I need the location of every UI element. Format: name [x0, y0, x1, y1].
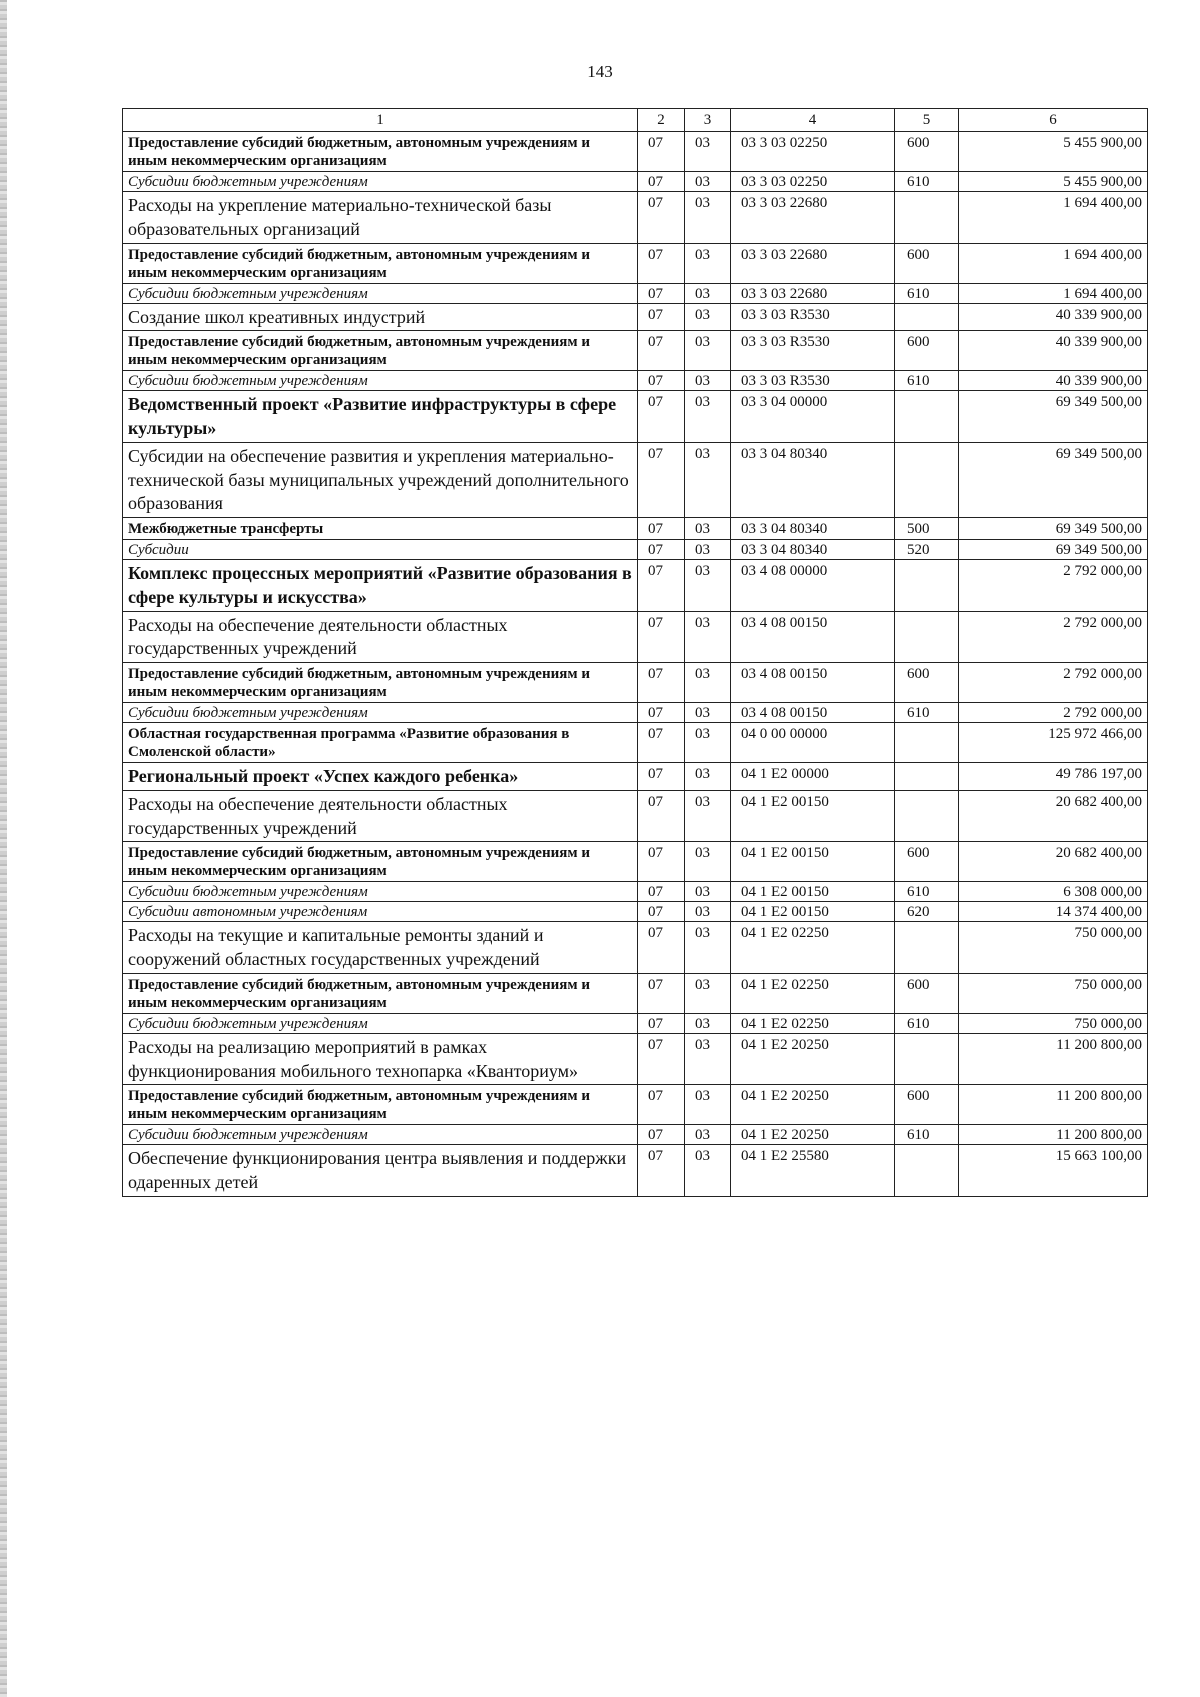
expense-type-code: 610 [895, 703, 959, 723]
section-code: 07 [638, 663, 685, 703]
section-code: 07 [638, 902, 685, 922]
amount-value: 49 786 197,00 [959, 763, 1148, 791]
item-name: Расходы на обеспечение деятельности областных государственных учреждений [123, 611, 638, 663]
column-header-2: 2 [638, 109, 685, 132]
amount-value: 40 339 900,00 [959, 331, 1148, 371]
expense-type-code [895, 192, 959, 244]
expense-type-code: 600 [895, 1085, 959, 1125]
target-article-code: 03 3 03 22680 [731, 283, 895, 303]
item-name: Обеспечение функционирования центра выявления и поддержки одаренных детей [123, 1145, 638, 1197]
table-row [123, 882, 1148, 902]
section-code: 07 [638, 1033, 685, 1085]
table-row [123, 192, 1148, 244]
target-article-code: 03 4 08 00150 [731, 611, 895, 663]
table-row [123, 1145, 1148, 1197]
subsection-code: 03 [685, 192, 731, 244]
scan-edge-shadow [0, 0, 7, 1697]
expense-type-code [895, 922, 959, 974]
expense-type-code [895, 1033, 959, 1085]
table-row [123, 371, 1148, 391]
target-article-code: 03 4 08 00150 [731, 663, 895, 703]
table-row [123, 723, 1148, 763]
item-name: Предоставление субсидий бюджетным, автономным учреждениям и иным некоммерческим организациям [123, 1085, 638, 1125]
expense-type-code [895, 1145, 959, 1197]
subsection-code: 03 [685, 331, 731, 371]
subsection-code: 03 [685, 842, 731, 882]
amount-value: 750 000,00 [959, 1013, 1148, 1033]
expense-type-code: 600 [895, 132, 959, 172]
subsection-code: 03 [685, 703, 731, 723]
table-row [123, 540, 1148, 560]
column-header-4: 4 [731, 109, 895, 132]
subsection-code: 03 [685, 540, 731, 560]
subsection-code: 03 [685, 283, 731, 303]
section-code: 07 [638, 922, 685, 974]
item-name: Субсидии [123, 540, 638, 560]
table-row [123, 1125, 1148, 1145]
amount-value: 2 792 000,00 [959, 611, 1148, 663]
table-row [123, 842, 1148, 882]
expense-type-code [895, 723, 959, 763]
target-article-code: 03 3 03 02250 [731, 132, 895, 172]
expense-type-code: 610 [895, 1125, 959, 1145]
subsection-code: 03 [685, 243, 731, 283]
target-article-code: 03 3 03 R3530 [731, 331, 895, 371]
target-article-code: 04 1 E2 02250 [731, 1013, 895, 1033]
table-row [123, 611, 1148, 663]
expense-type-code [895, 611, 959, 663]
target-article-code: 04 1 E2 02250 [731, 922, 895, 974]
amount-value: 1 694 400,00 [959, 192, 1148, 244]
subsection-code: 03 [685, 303, 731, 331]
subsection-code: 03 [685, 611, 731, 663]
section-code: 07 [638, 763, 685, 791]
table-row [123, 1085, 1148, 1125]
section-code: 07 [638, 303, 685, 331]
expense-type-code: 600 [895, 663, 959, 703]
section-code: 07 [638, 243, 685, 283]
expense-type-code: 610 [895, 172, 959, 192]
expense-type-code [895, 560, 959, 612]
item-name: Субсидии бюджетным учреждениям [123, 172, 638, 192]
item-name: Предоставление субсидий бюджетным, автономным учреждениям и иным некоммерческим организациям [123, 842, 638, 882]
item-name: Расходы на обеспечение деятельности областных государственных учреждений [123, 790, 638, 842]
subsection-code: 03 [685, 1085, 731, 1125]
subsection-code: 03 [685, 922, 731, 974]
section-code: 07 [638, 1145, 685, 1197]
amount-value: 14 374 400,00 [959, 902, 1148, 922]
amount-value: 11 200 800,00 [959, 1085, 1148, 1125]
item-name: Субсидии бюджетным учреждениям [123, 283, 638, 303]
table-row [123, 1013, 1148, 1033]
target-article-code: 03 3 03 02250 [731, 172, 895, 192]
table-body [123, 109, 1148, 1197]
subsection-code: 03 [685, 560, 731, 612]
subsection-code: 03 [685, 790, 731, 842]
item-name: Предоставление субсидий бюджетным, автономным учреждениям и иным некоммерческим организациям [123, 243, 638, 283]
amount-value: 5 455 900,00 [959, 132, 1148, 172]
target-article-code: 03 3 04 00000 [731, 391, 895, 443]
table-row [123, 973, 1148, 1013]
amount-value: 1 694 400,00 [959, 283, 1148, 303]
item-name: Предоставление субсидий бюджетным, автономным учреждениям и иным некоммерческим организациям [123, 132, 638, 172]
table-row [123, 703, 1148, 723]
column-header-1: 1 [123, 109, 638, 132]
subsection-code: 03 [685, 902, 731, 922]
expense-type-code: 500 [895, 518, 959, 540]
section-code: 07 [638, 371, 685, 391]
amount-value: 1 694 400,00 [959, 243, 1148, 283]
target-article-code: 04 1 E2 00000 [731, 763, 895, 791]
section-code: 07 [638, 723, 685, 763]
table-row [123, 132, 1148, 172]
subsection-code: 03 [685, 132, 731, 172]
table-row [123, 902, 1148, 922]
subsection-code: 03 [685, 882, 731, 902]
amount-value: 69 349 500,00 [959, 442, 1148, 517]
item-name: Расходы на реализацию мероприятий в рамках функционирования мобильного технопарка «Кванториум» [123, 1033, 638, 1085]
item-name: Субсидии бюджетным учреждениям [123, 882, 638, 902]
section-code: 07 [638, 1085, 685, 1125]
amount-value: 2 792 000,00 [959, 663, 1148, 703]
subsection-code: 03 [685, 973, 731, 1013]
target-article-code: 03 3 04 80340 [731, 518, 895, 540]
subsection-code: 03 [685, 1033, 731, 1085]
target-article-code: 03 4 08 00000 [731, 560, 895, 612]
amount-value: 2 792 000,00 [959, 703, 1148, 723]
table-row [123, 243, 1148, 283]
target-article-code: 04 0 00 00000 [731, 723, 895, 763]
table-row [123, 790, 1148, 842]
item-name: Ведомственный проект «Развитие инфраструктуры в сфере культуры» [123, 391, 638, 443]
target-article-code: 03 3 03 22680 [731, 192, 895, 244]
budget-table [122, 108, 1148, 1197]
section-code: 07 [638, 172, 685, 192]
amount-value: 750 000,00 [959, 922, 1148, 974]
amount-value: 20 682 400,00 [959, 842, 1148, 882]
item-name: Субсидии бюджетным учреждениям [123, 1125, 638, 1145]
target-article-code: 04 1 E2 00150 [731, 842, 895, 882]
subsection-code: 03 [685, 371, 731, 391]
amount-value: 11 200 800,00 [959, 1125, 1148, 1145]
amount-value: 20 682 400,00 [959, 790, 1148, 842]
subsection-code: 03 [685, 1145, 731, 1197]
column-header-row [123, 109, 1148, 132]
section-code: 07 [638, 882, 685, 902]
amount-value: 11 200 800,00 [959, 1033, 1148, 1085]
table-row [123, 283, 1148, 303]
table-row [123, 763, 1148, 791]
section-code: 07 [638, 611, 685, 663]
amount-value: 750 000,00 [959, 973, 1148, 1013]
subsection-code: 03 [685, 518, 731, 540]
section-code: 07 [638, 391, 685, 443]
expense-type-code: 600 [895, 331, 959, 371]
amount-value: 6 308 000,00 [959, 882, 1148, 902]
item-name: Расходы на текущие и капитальные ремонты зданий и сооружений областных государственных учреждений [123, 922, 638, 974]
amount-value: 69 349 500,00 [959, 391, 1148, 443]
table-row [123, 663, 1148, 703]
amount-value: 15 663 100,00 [959, 1145, 1148, 1197]
amount-value: 125 972 466,00 [959, 723, 1148, 763]
target-article-code: 04 1 E2 25580 [731, 1145, 895, 1197]
section-code: 07 [638, 1013, 685, 1033]
column-header-5: 5 [895, 109, 959, 132]
section-code: 07 [638, 442, 685, 517]
expense-type-code [895, 391, 959, 443]
page-number: 143 [587, 62, 613, 81]
subsection-code: 03 [685, 763, 731, 791]
expense-type-code [895, 790, 959, 842]
table-row [123, 922, 1148, 974]
expense-type-code: 610 [895, 283, 959, 303]
section-code: 07 [638, 283, 685, 303]
column-header-6: 6 [959, 109, 1148, 132]
item-name: Субсидии автономным учреждениям [123, 902, 638, 922]
section-code: 07 [638, 973, 685, 1013]
table-row [123, 303, 1148, 331]
item-name: Расходы на укрепление материально-технической базы образовательных организаций [123, 192, 638, 244]
item-name: Предоставление субсидий бюджетным, автономным учреждениям и иным некоммерческим организациям [123, 331, 638, 371]
subsection-code: 03 [685, 442, 731, 517]
table-row [123, 560, 1148, 612]
amount-value: 40 339 900,00 [959, 303, 1148, 331]
expense-type-code: 600 [895, 243, 959, 283]
expense-type-code: 610 [895, 1013, 959, 1033]
item-name: Субсидии бюджетным учреждениям [123, 1013, 638, 1033]
target-article-code: 03 3 03 R3530 [731, 303, 895, 331]
section-code: 07 [638, 192, 685, 244]
column-header-3: 3 [685, 109, 731, 132]
target-article-code: 04 1 E2 02250 [731, 973, 895, 1013]
amount-value: 69 349 500,00 [959, 518, 1148, 540]
section-code: 07 [638, 331, 685, 371]
section-code: 07 [638, 842, 685, 882]
amount-value: 69 349 500,00 [959, 540, 1148, 560]
subsection-code: 03 [685, 1125, 731, 1145]
item-name: Предоставление субсидий бюджетным, автономным учреждениям и иным некоммерческим организациям [123, 973, 638, 1013]
target-article-code: 04 1 E2 00150 [731, 882, 895, 902]
subsection-code: 03 [685, 723, 731, 763]
item-name: Региональный проект «Успех каждого ребенка» [123, 763, 638, 791]
section-code: 07 [638, 132, 685, 172]
expense-type-code: 520 [895, 540, 959, 560]
item-name: Создание школ креативных индустрий [123, 303, 638, 331]
expense-type-code [895, 763, 959, 791]
item-name: Предоставление субсидий бюджетным, автономным учреждениям и иным некоммерческим организациям [123, 663, 638, 703]
target-article-code: 04 1 E2 00150 [731, 902, 895, 922]
expense-type-code [895, 442, 959, 517]
amount-value: 2 792 000,00 [959, 560, 1148, 612]
expense-type-code: 610 [895, 882, 959, 902]
target-article-code: 03 3 04 80340 [731, 442, 895, 517]
section-code: 07 [638, 560, 685, 612]
section-code: 07 [638, 540, 685, 560]
target-article-code: 04 1 E2 20250 [731, 1033, 895, 1085]
target-article-code: 03 3 04 80340 [731, 540, 895, 560]
target-article-code: 04 1 E2 20250 [731, 1085, 895, 1125]
table-row [123, 391, 1148, 443]
item-name: Субсидии на обеспечение развития и укрепления материально-технической базы муниципальных учреждений дополнительного образования [123, 442, 638, 517]
expense-type-code [895, 303, 959, 331]
table-row [123, 518, 1148, 540]
expense-type-code: 600 [895, 842, 959, 882]
expense-type-code: 600 [895, 973, 959, 1013]
section-code: 07 [638, 1125, 685, 1145]
target-article-code: 03 4 08 00150 [731, 703, 895, 723]
section-code: 07 [638, 790, 685, 842]
section-code: 07 [638, 518, 685, 540]
item-name: Субсидии бюджетным учреждениям [123, 371, 638, 391]
target-article-code: 03 3 03 22680 [731, 243, 895, 283]
table-row [123, 331, 1148, 371]
table-row [123, 1033, 1148, 1085]
subsection-code: 03 [685, 391, 731, 443]
amount-value: 5 455 900,00 [959, 172, 1148, 192]
target-article-code: 03 3 03 R3530 [731, 371, 895, 391]
table-row [123, 442, 1148, 517]
target-article-code: 04 1 E2 00150 [731, 790, 895, 842]
table-row [123, 172, 1148, 192]
subsection-code: 03 [685, 1013, 731, 1033]
item-name: Субсидии бюджетным учреждениям [123, 703, 638, 723]
subsection-code: 03 [685, 172, 731, 192]
item-name: Комплекс процессных мероприятий «Развитие образования в сфере культуры и искусства» [123, 560, 638, 612]
subsection-code: 03 [685, 663, 731, 703]
expense-type-code: 620 [895, 902, 959, 922]
amount-value: 40 339 900,00 [959, 371, 1148, 391]
item-name: Областная государственная программа «Развитие образования в Смоленской области» [123, 723, 638, 763]
target-article-code: 04 1 E2 20250 [731, 1125, 895, 1145]
item-name: Межбюджетные трансферты [123, 518, 638, 540]
section-code: 07 [638, 703, 685, 723]
expense-type-code: 610 [895, 371, 959, 391]
